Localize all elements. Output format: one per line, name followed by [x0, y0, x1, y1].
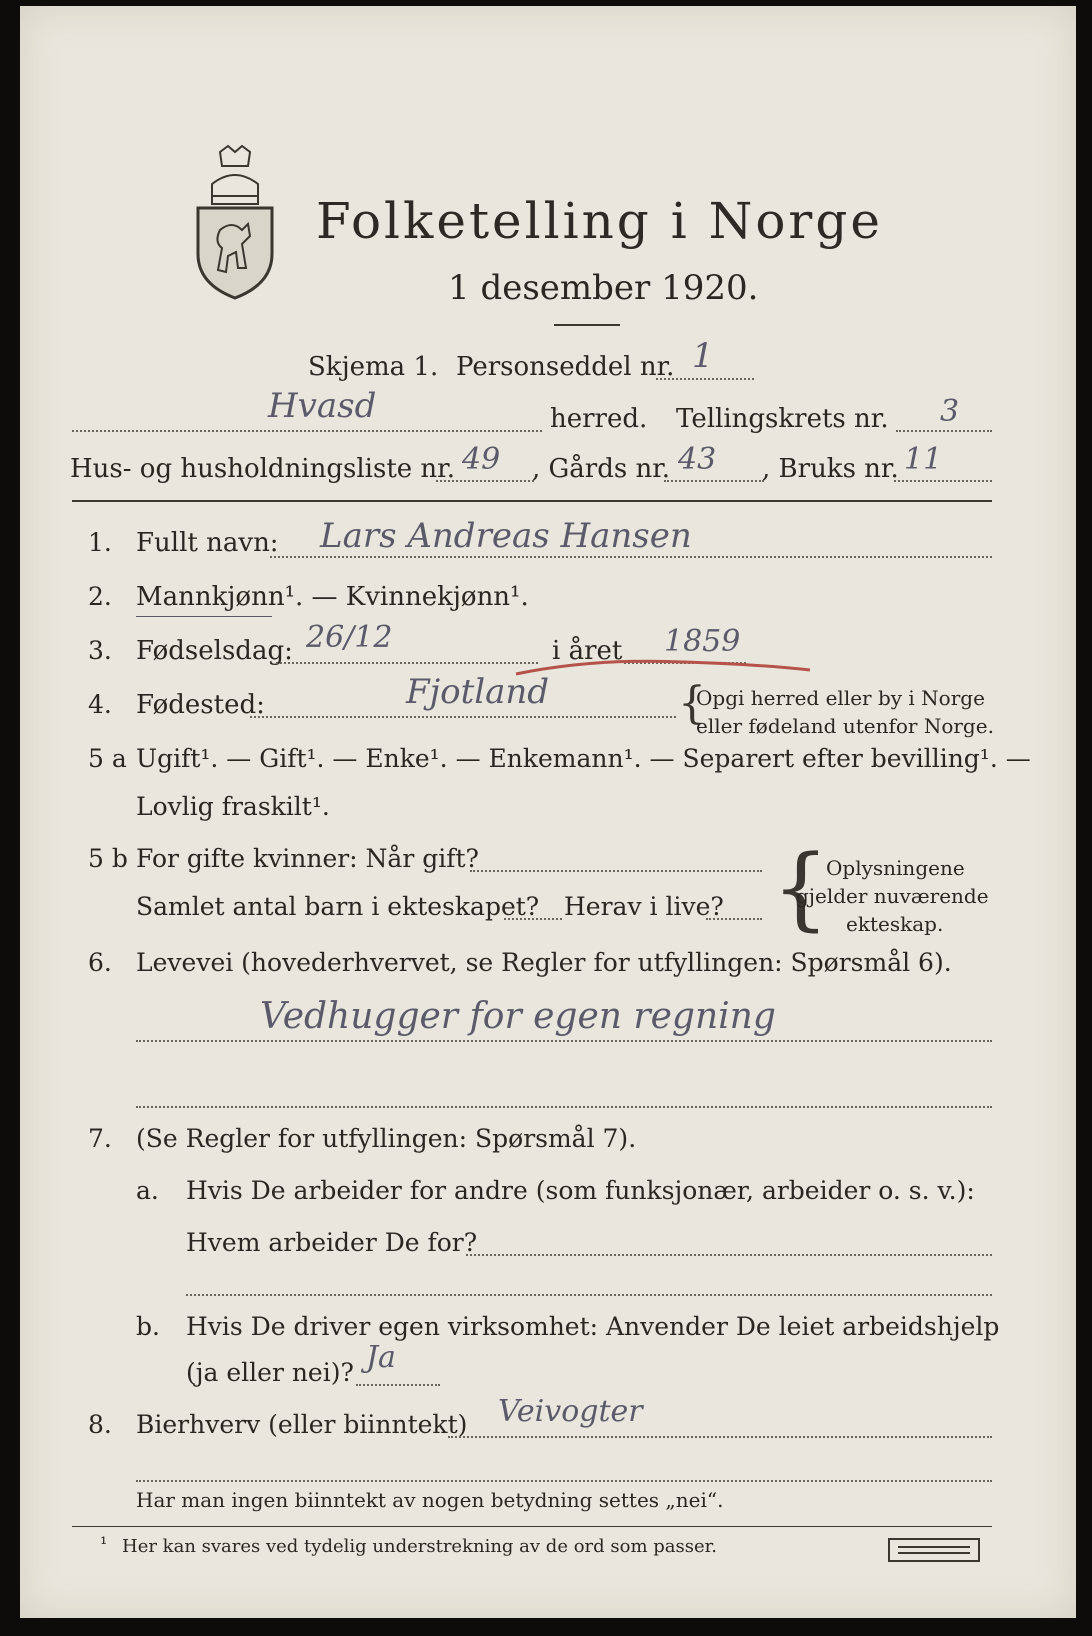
q5b-note-line2: gjelder nuværende	[796, 884, 989, 908]
q5b-line2a: Samlet antal barn i ekteskapet?	[136, 892, 540, 921]
q3-year-label: i året	[552, 636, 623, 666]
q7-number: 7.	[88, 1124, 112, 1153]
gards-line	[664, 480, 764, 482]
q7a-line2: Hvem arbeider De for?	[186, 1228, 478, 1257]
bruks-line	[894, 480, 992, 482]
footnote-mark: ¹	[100, 1534, 108, 1555]
q1-number: 1.	[88, 528, 112, 557]
footer-note: Har man ingen biinntekt av nogen betydning settes „nei“.	[136, 1488, 724, 1512]
q3-value[interactable]: 26/12	[306, 620, 393, 655]
red-pencil-mark	[514, 654, 814, 684]
personseddel-label: Personseddel nr.	[456, 352, 675, 382]
q5b-note-line1: Oplysningene	[826, 856, 965, 880]
q2-number: 2.	[88, 582, 112, 611]
q1-line	[270, 556, 992, 558]
q5b-bracket: {	[772, 836, 830, 941]
q7b-value[interactable]: Ja	[366, 1340, 396, 1375]
q8-line2	[136, 1480, 992, 1482]
herred-line	[72, 430, 542, 432]
q6-value[interactable]: Vedhugger for egen regning	[260, 996, 776, 1037]
q6-label: Levevei (hovederhvervet, se Regler for utfyllingen: Spørsmål 6).	[136, 948, 952, 977]
footnote-text: Her kan svares ved tydelig understrekning av de ord som passer.	[122, 1536, 717, 1557]
q1-label: Fullt navn:	[136, 528, 279, 558]
q4-line	[250, 716, 676, 718]
q5b-number: 5 b	[88, 844, 128, 873]
q7a-line1: Hvis De arbeider for andre (som funksjonær, arbeider o. s. v.):	[186, 1176, 975, 1205]
q7b-answer-line	[356, 1384, 440, 1386]
q6-number: 6.	[88, 948, 112, 977]
q4-number: 4.	[88, 690, 112, 719]
q4-bracket: {	[678, 678, 706, 729]
q5b-gift-line	[470, 870, 762, 872]
form-title: Folketelling i Norge	[316, 192, 883, 250]
form-subtitle: 1 desember 1920.	[448, 268, 759, 308]
q8-number: 8.	[88, 1410, 112, 1439]
q5a-line1: Ugift¹. — Gift¹. — Enke¹. — Enkemann¹. — Separert efter bevilling¹. —	[136, 744, 1031, 773]
census-form-sheet	[20, 6, 1076, 1618]
personseddel-line	[656, 378, 754, 380]
skjema-label: Skjema 1.	[308, 352, 439, 382]
q8-line1	[448, 1436, 992, 1438]
tellingskrets-line	[896, 430, 992, 432]
q5b-line1: For gifte kvinner: Når gift?	[136, 844, 479, 873]
tellingskrets-label: Tellingskrets nr.	[676, 404, 889, 434]
q7-label: (Se Regler for utfyllingen: Spørsmål 7).	[136, 1124, 637, 1153]
personseddel-value[interactable]: 1	[692, 336, 714, 376]
tellingskrets-value[interactable]: 3	[940, 394, 960, 429]
q4-note-line2: eller fødeland utenfor Norge.	[696, 714, 994, 738]
q7a-letter: a.	[136, 1176, 159, 1205]
hus-value[interactable]: 49	[462, 442, 501, 477]
q3-number: 3.	[88, 636, 112, 665]
q7a-answer-line1	[466, 1254, 992, 1256]
q7b-line1: Hvis De driver egen virksomhet: Anvender De leiet arbeidshjelp	[186, 1312, 1000, 1341]
q6-line2	[136, 1106, 992, 1108]
q5b-note-line3: ekteskap.	[846, 912, 944, 936]
hus-label: Hus- og husholdningsliste nr.	[70, 454, 456, 484]
q5a-line2: Lovlig fraskilt¹.	[136, 792, 330, 821]
gards-label: , Gårds nr.	[532, 454, 671, 484]
q3-year-value[interactable]: 1859	[664, 624, 741, 659]
q8-label: Bierhverv (eller biinntekt)	[136, 1410, 468, 1439]
bruks-label: , Bruks nr.	[762, 454, 899, 484]
q8-value[interactable]: Veivogter	[498, 1394, 643, 1429]
q3-label: Fødselsdag:	[136, 636, 293, 666]
q3-day-line	[276, 662, 538, 664]
q7b-letter: b.	[136, 1312, 160, 1341]
q5b-line2b: Herav i live?	[564, 892, 724, 921]
q1-value[interactable]: Lars Andreas Hansen	[320, 516, 692, 556]
q4-note-line1: Opgi herred eller by i Norge	[696, 686, 985, 710]
q4-value[interactable]: Fjotland	[406, 672, 550, 712]
footer-divider	[72, 1526, 992, 1527]
hus-line	[436, 480, 534, 482]
q5b-barn-line	[504, 918, 562, 920]
herred-value[interactable]: Hvasd	[268, 386, 377, 426]
q7a-answer-line2	[186, 1294, 992, 1296]
title-divider	[554, 324, 620, 326]
header-divider	[72, 500, 992, 502]
q2-mannkjonn-underline	[136, 616, 272, 617]
herred-label: herred.	[550, 404, 648, 434]
gards-value[interactable]: 43	[678, 442, 717, 477]
norwegian-coat-of-arms-icon	[190, 144, 280, 302]
q5b-ilive-line	[706, 918, 762, 920]
q5a-number: 5 a	[88, 744, 127, 773]
bruks-value[interactable]: 11	[904, 442, 943, 477]
q6-line1	[136, 1040, 992, 1042]
q7b-line2: (ja eller nei)?	[186, 1358, 354, 1387]
printer-stamp-icon	[888, 1538, 980, 1562]
q2-label: Mannkjønn¹. — Kvinnekjønn¹.	[136, 582, 529, 612]
q4-label: Fødested:	[136, 690, 265, 720]
